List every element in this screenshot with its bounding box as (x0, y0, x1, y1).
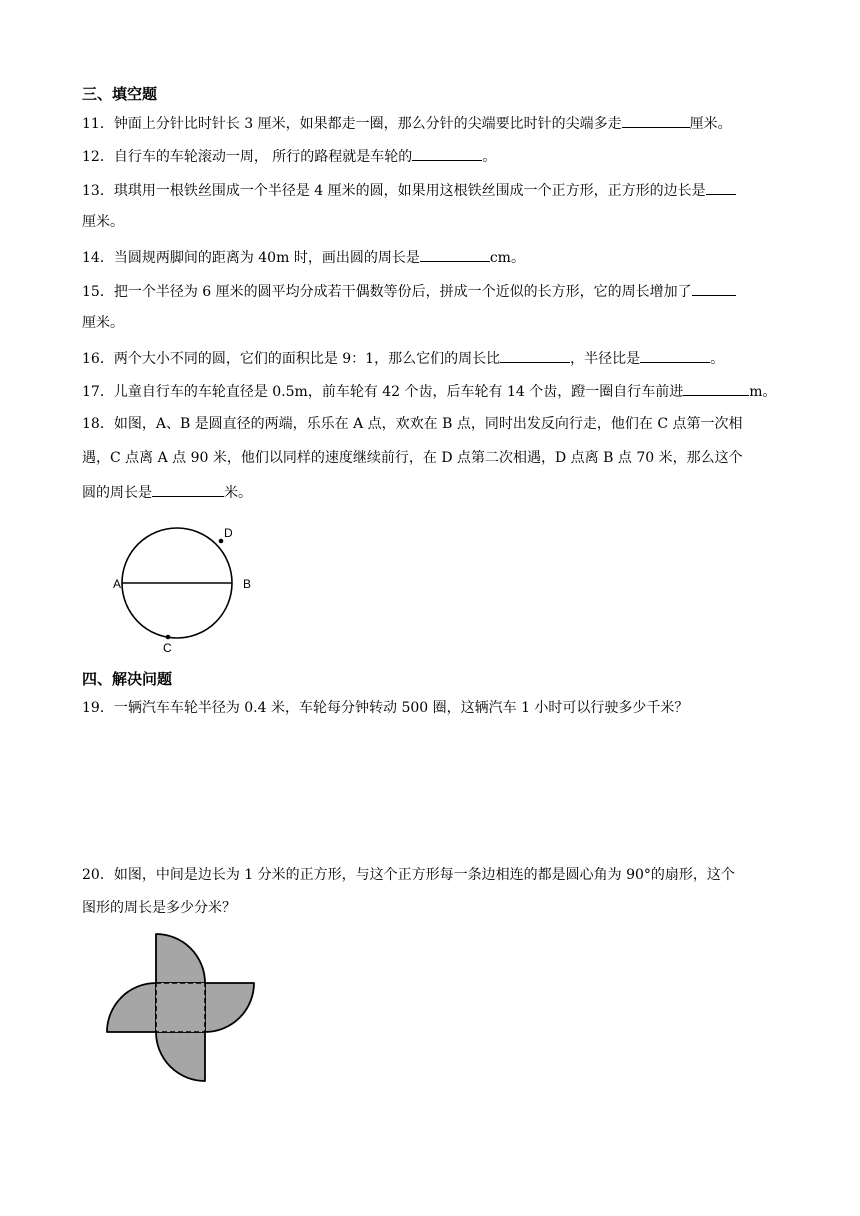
section-4-title: 四、解决问题 (82, 670, 173, 688)
question-14-unit: cm。 (489, 250, 525, 266)
question-18-blank[interactable] (152, 482, 224, 497)
label-d: D (224, 526, 233, 540)
question-15-blank[interactable] (692, 281, 736, 296)
question-14-number: 14． (82, 250, 114, 266)
question-14 (82, 247, 525, 267)
question-15 (82, 281, 736, 301)
question-19-text: 一辆汽车车轮半径为 0.4 米，车轮每分钟转动 500 圈，这辆汽车 1 小时可以行驶多少千米？ (113, 700, 689, 716)
question-11-number: 11． (82, 116, 114, 132)
question-19-number: 19． (82, 700, 114, 716)
question-12 (82, 146, 496, 166)
question-12-end: 。 (482, 149, 497, 165)
question-14-text: 当圆规两脚间的距离为 40m 时，画出圆的周长是 (113, 250, 420, 266)
question-18-text: 如图，A、B 是圆直径的两端，乐乐在 A 点，欢欢在 B 点，同时出发反向行走，他们在 C 点第一次相 (113, 416, 743, 432)
question-14-blank[interactable] (420, 247, 490, 262)
question-17 (82, 381, 777, 401)
question-16-end: 。 (710, 351, 725, 367)
question-11-text: 钟面上分针比时针长 3 厘米，如果都走一圈，那么分针的尖端要比时针的尖端多走 (113, 116, 622, 132)
pinwheel-figure (100, 926, 265, 1091)
question-17-unit: m。 (749, 384, 777, 400)
question-11 (82, 113, 732, 133)
question-11-unit: 厘米。 (689, 116, 732, 132)
label-c: C (163, 641, 172, 655)
question-13-blank[interactable] (706, 180, 736, 195)
question-12-text: 自行车的车轮滚动一周， 所行的路程就是车轮的 (113, 149, 413, 165)
question-17-number: 17． (82, 384, 114, 400)
question-11-blank[interactable] (622, 113, 690, 128)
question-12-number: 12． (82, 149, 114, 165)
question-18-text-3: 圆的周长是 (82, 485, 152, 501)
question-18-line-2: 遇，C 点离 A 点 90 米，他们以同样的速度继续前行，在 D 点第二次相遇，D 点离 B 点 70 米，那么这个 (82, 450, 743, 466)
question-13-text: 琪琪用一根铁丝围成一个半径是 4 厘米的圆，如果用这根铁丝围成一个正方形，正方形的边长是 (113, 183, 706, 199)
question-13-unit: 厘米。 (82, 214, 124, 230)
section-3-title: 三、填空题 (82, 85, 158, 103)
question-16-blank-2[interactable] (640, 348, 710, 363)
question-20-line-2: 图形的周长是多少分米？ (82, 900, 236, 916)
question-20 (82, 866, 735, 884)
circle-figure (108, 520, 268, 660)
label-a: A (113, 577, 122, 591)
question-13-number: 13． (82, 183, 114, 199)
question-13 (82, 180, 736, 200)
sector-right (205, 983, 254, 1032)
question-16-number: 16． (82, 351, 114, 367)
question-16-text-2: ，半径比是 (570, 351, 641, 367)
sector-bottom (156, 1032, 205, 1081)
question-15-text: 把一个半径为 6 厘米的圆平均分成若干偶数等份后，拼成一个近似的长方形，它的周长增加了 (113, 284, 692, 300)
question-20-number: 20． (82, 867, 114, 883)
sector-left (107, 983, 156, 1032)
sector-top-shape (156, 934, 205, 983)
question-16-text: 两个大小不同的圆，它们的面积比是 9：1，那么它们的周长比 (113, 351, 501, 367)
question-17-blank[interactable] (683, 381, 749, 396)
question-16-blank-1[interactable] (500, 348, 570, 363)
center-square (156, 983, 205, 1032)
question-18-number: 18． (82, 416, 114, 432)
point-c (166, 635, 171, 640)
point-d (219, 539, 224, 544)
label-b: B (243, 577, 252, 591)
question-16 (82, 348, 724, 368)
question-19 (82, 699, 688, 717)
question-18 (82, 415, 743, 433)
question-15-unit: 厘米。 (82, 315, 124, 331)
question-18-unit: 米。 (224, 485, 252, 501)
question-17-text: 儿童自行车的车轮直径是 0.5m，前车轮有 42 个齿，后车轮有 14 个齿，蹬一圈自行车前进 (113, 384, 684, 400)
question-12-blank[interactable] (412, 146, 482, 161)
question-15-number: 15． (82, 284, 114, 300)
question-20-text: 如图，中间是边长为 1 分米的正方形，与这个正方形每一条边相连的都是圆心角为 90°的扇形，这个 (113, 867, 735, 883)
question-18-line-3 (82, 482, 252, 502)
